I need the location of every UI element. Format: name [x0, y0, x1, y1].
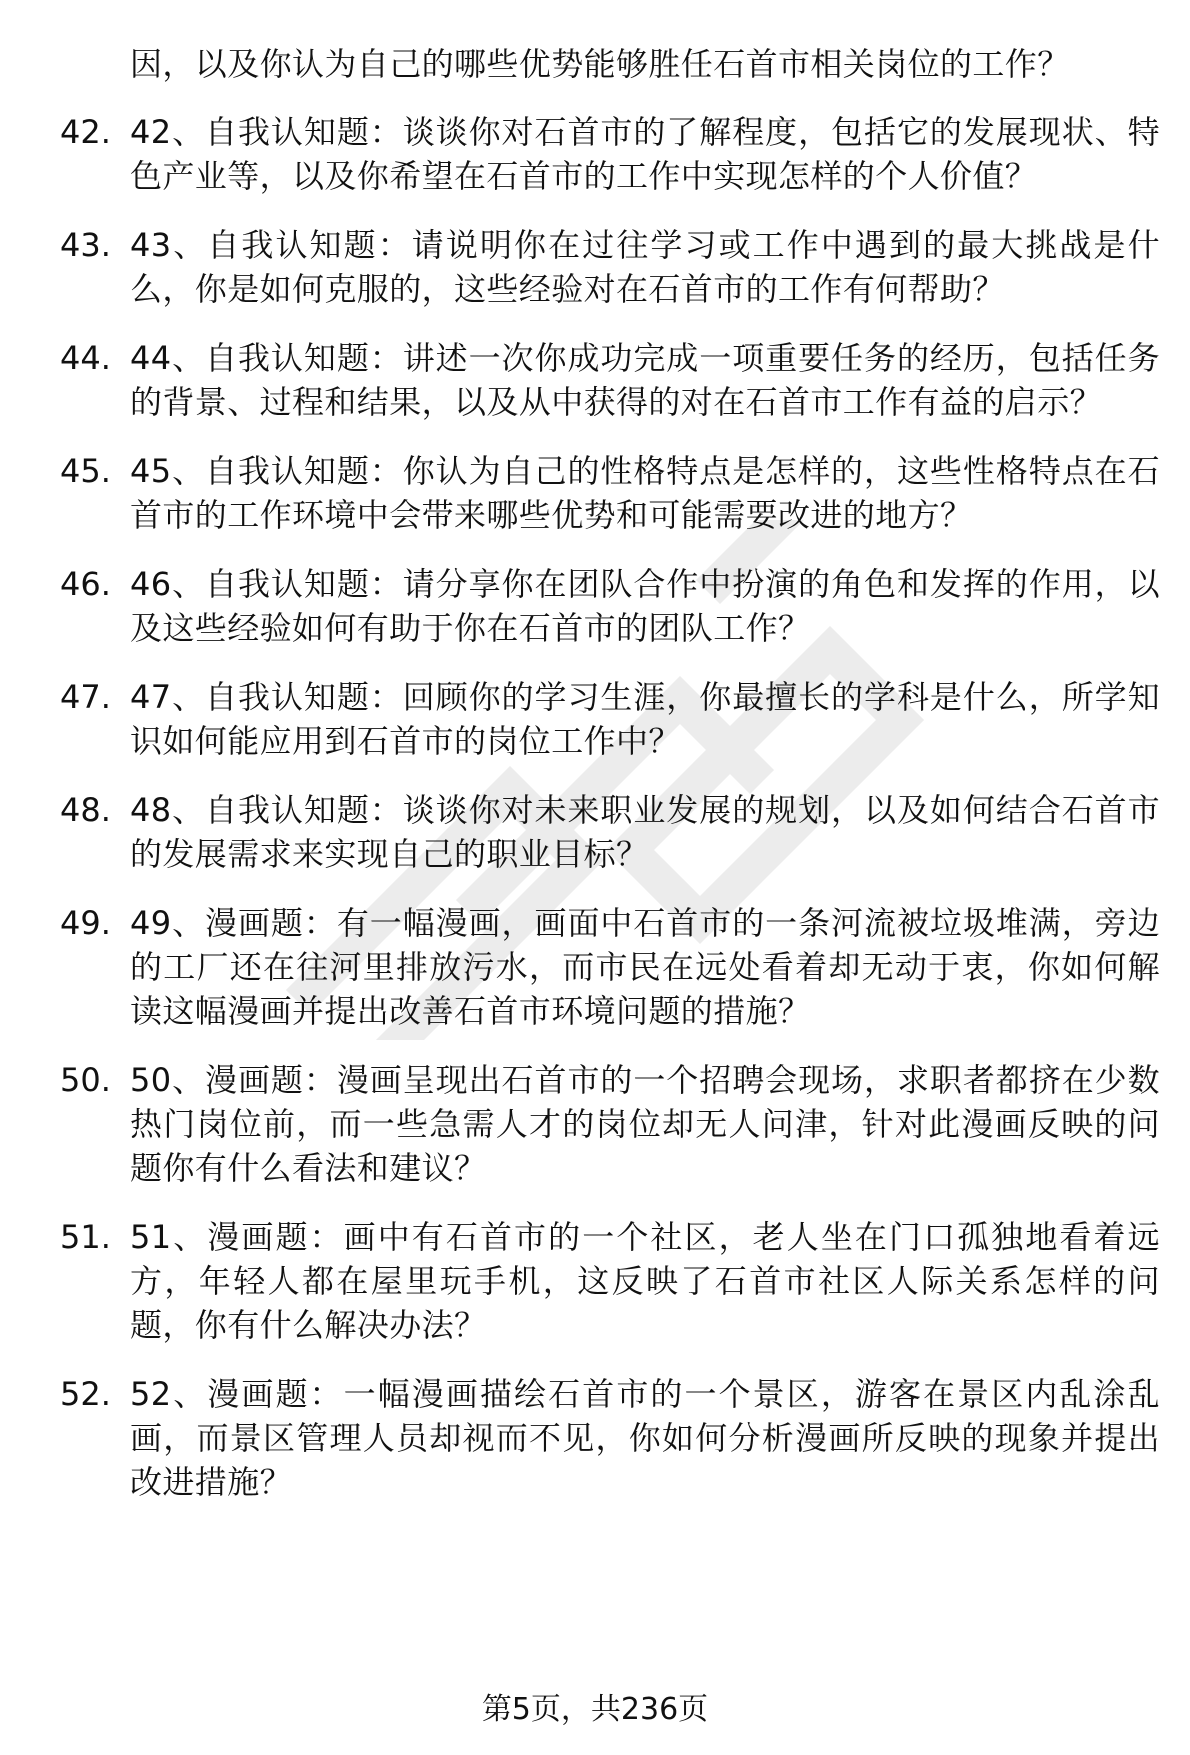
item-number: 46. — [60, 565, 111, 603]
question-list — [60, 42, 1160, 1529]
item-text: 52、漫画题：一幅漫画描绘石首市的一个景区，游客在景区内乱涂乱画，而景区管理人员却视而不见，你如何分析漫画所反映的现象并提出改进措施？ — [130, 1375, 1160, 1501]
item-number: 42. — [60, 113, 111, 151]
page-footer: 第5页，共236页 — [481, 1692, 709, 1727]
item-text: 47、自我认知题：回顾你的学习生涯，你最擅长的学科是什么，所学知识如何能应用到石首市的岗位工作中？ — [130, 678, 1160, 760]
item-number: 44. — [60, 339, 111, 377]
item-number: 49. — [60, 904, 111, 942]
item-number: 47. — [60, 678, 111, 716]
list-item — [60, 1215, 1160, 1347]
item-number: 48. — [60, 791, 111, 829]
item-text: 51、漫画题：画中有石首市的一个社区，老人坐在门口孤独地看着远方，年轻人都在屋里玩手机，这反映了石首市社区人际关系怎样的问题，你有什么解决办法？ — [130, 1218, 1160, 1344]
item-number: 52. — [60, 1375, 111, 1413]
item-text: 50、漫画题：漫画呈现出石首市的一个招聘会现场，求职者都挤在少数热门岗位前，而一些急需人才的岗位却无人问津，针对此漫画反映的问题你有什么看法和建议？ — [130, 1061, 1160, 1187]
list-item — [60, 110, 1160, 198]
item-number: 51. — [60, 1218, 111, 1256]
item-text: 44、自我认知题：讲述一次你成功完成一项重要任务的经历，包括任务的背景、过程和结果，以及从中获得的对在石首市工作有益的启示？ — [130, 339, 1160, 421]
list-item — [60, 449, 1160, 537]
item-text: 45、自我认知题：你认为自己的性格特点是怎样的，这些性格特点在石首市的工作环境中会带来哪些优势和可能需要改进的地方？ — [130, 452, 1160, 534]
list-item — [60, 223, 1160, 311]
list-item — [60, 1058, 1160, 1190]
list-item-continuation — [60, 42, 1160, 86]
list-item — [60, 901, 1160, 1033]
list-item — [60, 562, 1160, 650]
item-text: 因，以及你认为自己的哪些优势能够胜任石首市相关岗位的工作？ — [130, 45, 1070, 83]
item-text: 46、自我认知题：请分享你在团队合作中扮演的角色和发挥的作用，以及这些经验如何有助于你在石首市的团队工作？ — [130, 565, 1160, 647]
item-number: 45. — [60, 452, 111, 490]
item-text: 49、漫画题：有一幅漫画，画面中石首市的一条河流被垃圾堆满，旁边的工厂还在往河里排放污水，而市民在远处看着却无动于衷，你如何解读这幅漫画并提出改善石首市环境问题的措施？ — [130, 904, 1160, 1030]
item-number: 43. — [60, 226, 111, 264]
list-item — [60, 1372, 1160, 1504]
list-item — [60, 675, 1160, 763]
list-item — [60, 788, 1160, 876]
item-text: 43、自我认知题：请说明你在过往学习或工作中遇到的最大挑战是什么，你是如何克服的，这些经验对在石首市的工作有何帮助？ — [130, 226, 1160, 308]
item-text: 42、自我认知题：谈谈你对石首市的了解程度，包括它的发展现状、特色产业等，以及你希望在石首市的工作中实现怎样的个人价值？ — [130, 113, 1160, 195]
item-number: 50. — [60, 1061, 111, 1099]
item-text: 48、自我认知题：谈谈你对未来职业发展的规划，以及如何结合石首市的发展需求来实现自己的职业目标？ — [130, 791, 1160, 873]
list-item — [60, 336, 1160, 424]
